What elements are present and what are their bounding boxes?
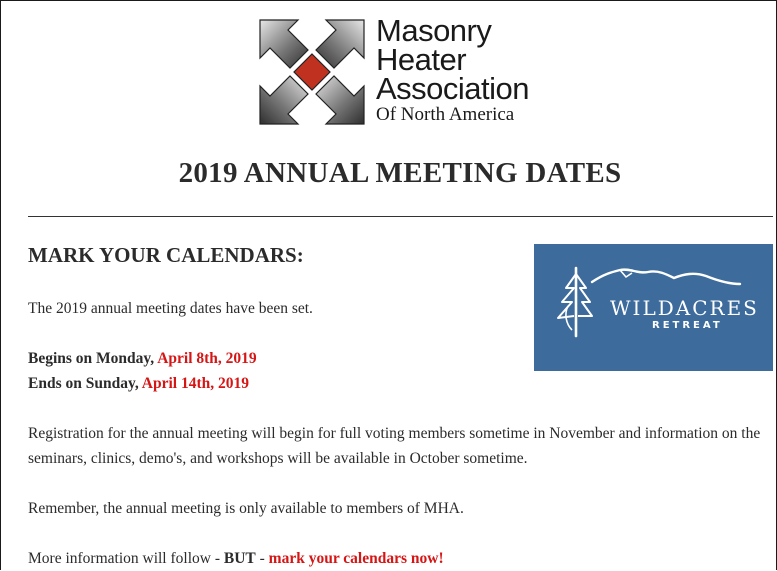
logo-line-association: Association: [376, 71, 530, 106]
logo-line-masonry: Masonry: [376, 13, 492, 48]
section-heading: MARK YOUR CALENDARS:: [28, 243, 304, 267]
title-divider: [28, 216, 773, 217]
mha-logo-mark-icon: [258, 18, 366, 126]
more-info-prefix: More information will follow -: [28, 550, 224, 567]
wildacres-subtitle: RETREAT: [652, 320, 723, 331]
logo-line-heater: Heater: [376, 42, 467, 77]
begins-date: April 8th, 2019: [157, 350, 257, 367]
wildacres-retreat-logo: [534, 244, 773, 371]
wildacres-name: WILDACRES: [610, 296, 759, 320]
more-info-but: BUT: [223, 550, 256, 567]
ends-line: [28, 371, 249, 396]
ends-date: April 14th, 2019: [141, 375, 249, 392]
mha-logo-text: [376, 13, 530, 127]
more-info-dash: -: [255, 550, 269, 567]
ends-label: Ends on Sunday,: [28, 375, 142, 392]
more-info-paragraph: [28, 546, 444, 571]
intro-paragraph: The 2019 annual meeting dates have been set.: [28, 300, 313, 317]
logo-line-of-north-america: Of North America: [376, 104, 515, 125]
registration-paragraph: Registration for the annual meeting will begin for full voting members sometime in November and information on the seminars, clinics, demo's, and workshops will be available in October sometime.: [28, 425, 761, 467]
members-only-paragraph: Remember, the annual meeting is only available to members of MHA.: [28, 500, 464, 517]
page-title: 2019 ANNUAL MEETING DATES: [178, 157, 622, 189]
mha-logo: [258, 14, 548, 132]
begins-label: Begins on Monday,: [28, 350, 158, 367]
mark-calendars-cta: mark your calendars now!: [268, 550, 444, 567]
begins-line: [28, 346, 257, 371]
